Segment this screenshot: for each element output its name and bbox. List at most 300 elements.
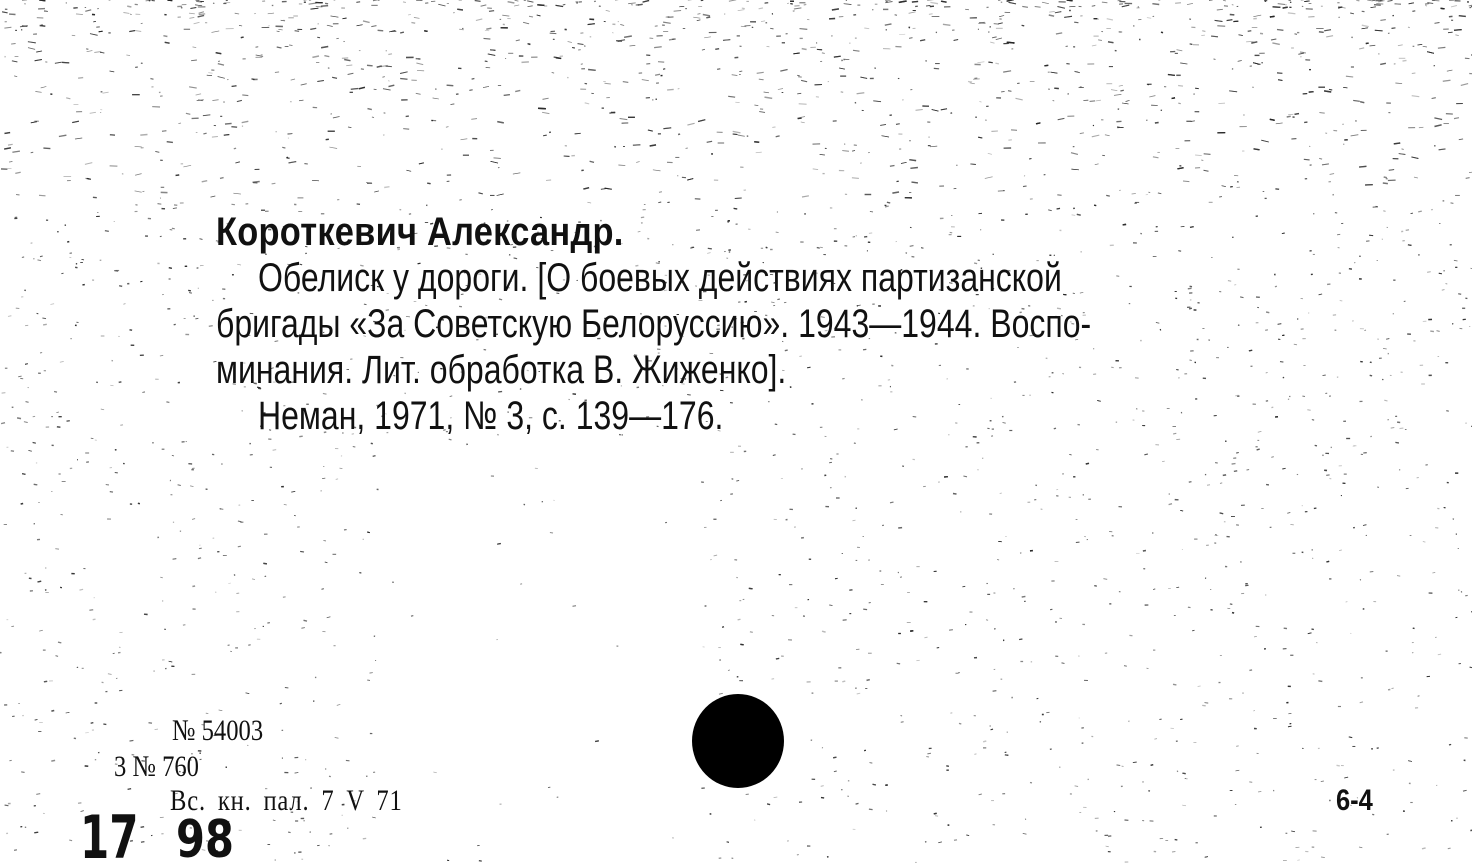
- paper-speck: [400, 72, 408, 74]
- paper-speck: [852, 151, 855, 152]
- paper-speck: [1173, 684, 1176, 685]
- paper-speck: [1339, 550, 1342, 551]
- paper-speck: [1367, 0, 1373, 1]
- paper-speck: [842, 151, 849, 152]
- paper-speck: [284, 504, 287, 505]
- paper-speck: [899, 1, 907, 2]
- paper-speck: [802, 49, 807, 50]
- paper-speck: [932, 110, 939, 112]
- paper-speck: [89, 610, 93, 611]
- paper-speck: [90, 34, 98, 36]
- paper-speck: [280, 703, 282, 704]
- paper-speck: [1169, 504, 1172, 505]
- paper-speck: [241, 37, 244, 38]
- paper-speck: [5, 133, 11, 134]
- paper-speck: [24, 422, 28, 423]
- paper-speck: [821, 798, 824, 799]
- paper-speck: [1374, 5, 1381, 6]
- paper-speck: [31, 152, 34, 153]
- paper-speck: [1215, 20, 1223, 21]
- paper-speck: [1363, 525, 1366, 526]
- paper-speck: [371, 26, 376, 27]
- paper-speck: [990, 42, 994, 43]
- paper-speck: [1058, 118, 1065, 119]
- paper-speck: [1147, 18, 1151, 19]
- paper-speck: [1249, 350, 1252, 351]
- catalog-number: № 54003: [172, 714, 264, 747]
- paper-speck: [1180, 63, 1187, 64]
- paper-speck: [1195, 155, 1202, 156]
- paper-speck: [962, 586, 965, 587]
- paper-speck: [93, 619, 96, 620]
- paper-speck: [970, 83, 975, 84]
- paper-speck: [28, 48, 35, 50]
- paper-speck: [886, 1, 888, 2]
- paper-speck: [38, 581, 42, 582]
- paper-speck: [173, 559, 177, 560]
- paper-speck: [1217, 9, 1223, 10]
- paper-speck: [489, 11, 494, 12]
- paper-speck: [39, 630, 43, 631]
- paper-speck: [195, 318, 198, 319]
- paper-speck: [1204, 170, 1209, 171]
- paper-speck: [300, 551, 304, 552]
- paper-speck: [344, 60, 350, 61]
- paper-speck: [1180, 510, 1183, 511]
- paper-speck: [776, 136, 780, 137]
- paper-speck: [765, 97, 773, 98]
- paper-speck: [620, 119, 628, 120]
- paper-speck: [242, 95, 248, 96]
- paper-speck: [537, 15, 541, 16]
- paper-speck: [1122, 103, 1128, 104]
- paper-speck: [929, 14, 933, 15]
- paper-speck: [1432, 98, 1436, 99]
- paper-speck: [1092, 6, 1095, 7]
- paper-speck: [238, 546, 241, 547]
- paper-speck: [924, 637, 927, 638]
- paper-speck: [708, 248, 712, 249]
- paper-speck: [235, 162, 240, 163]
- paper-speck: [834, 771, 837, 772]
- paper-speck: [336, 479, 338, 480]
- paper-speck: [1386, 339, 1389, 340]
- paper-speck: [55, 62, 62, 63]
- paper-speck: [1123, 224, 1126, 225]
- paper-speck: [135, 146, 142, 147]
- paper-speck: [1215, 463, 1218, 464]
- paper-speck: [842, 681, 845, 682]
- paper-speck: [1151, 765, 1154, 766]
- paper-speck: [1288, 726, 1292, 727]
- paper-speck: [1392, 688, 1394, 689]
- paper-speck: [1349, 737, 1352, 738]
- paper-speck: [1153, 157, 1159, 158]
- paper-speck: [317, 81, 324, 82]
- paper-speck: [590, 161, 594, 162]
- paper-speck: [469, 90, 472, 91]
- paper-speck: [663, 69, 665, 70]
- paper-speck: [853, 50, 860, 51]
- paper-speck: [714, 555, 718, 556]
- paper-speck: [820, 154, 825, 155]
- paper-speck: [1324, 91, 1331, 92]
- paper-speck: [1277, 30, 1283, 31]
- paper-speck: [1282, 468, 1285, 469]
- paper-speck: [178, 485, 181, 486]
- paper-speck: [514, 5, 519, 6]
- paper-speck: [416, 59, 421, 60]
- paper-speck: [273, 820, 276, 821]
- paper-speck: [172, 455, 174, 456]
- paper-speck: [1283, 7, 1288, 8]
- paper-speck: [232, 86, 237, 87]
- paper-speck: [1178, 251, 1181, 252]
- paper-speck: [301, 84, 307, 85]
- paper-speck: [289, 162, 297, 163]
- paper-speck: [953, 494, 957, 495]
- paper-speck: [1236, 770, 1240, 771]
- paper-speck: [1384, 400, 1387, 401]
- paper-speck: [853, 520, 856, 521]
- paper-speck: [930, 2, 938, 3]
- paper-speck: [867, 680, 870, 681]
- paper-speck: [1071, 169, 1079, 170]
- paper-speck: [1287, 116, 1291, 117]
- paper-speck: [1271, 39, 1276, 40]
- paper-speck: [86, 49, 88, 50]
- paper-speck: [759, 8, 763, 9]
- paper-speck: [1326, 36, 1333, 37]
- paper-speck: [1419, 127, 1424, 128]
- paper-speck: [1399, 154, 1406, 155]
- paper-speck: [896, 124, 900, 125]
- paper-speck: [1389, 170, 1394, 171]
- paper-speck: [191, 60, 197, 61]
- paper-speck: [630, 45, 636, 46]
- paper-speck: [1359, 48, 1364, 49]
- paper-speck: [575, 133, 581, 134]
- paper-speck: [25, 364, 28, 365]
- paper-speck: [1454, 30, 1462, 31]
- paper-speck: [537, 5, 544, 6]
- paper-speck: [991, 729, 993, 730]
- paper-speck: [332, 77, 337, 78]
- paper-speck: [141, 827, 145, 828]
- paper-speck: [1366, 43, 1369, 44]
- paper-speck: [1383, 183, 1388, 184]
- paper-speck: [1276, 123, 1283, 124]
- paper-speck: [550, 533, 553, 534]
- paper-speck: [738, 135, 745, 136]
- paper-speck: [568, 42, 572, 43]
- paper-speck: [636, 162, 639, 163]
- paper-speck: [160, 577, 163, 578]
- paper-speck: [588, 70, 596, 71]
- paper-speck: [451, 104, 455, 105]
- paper-speck: [67, 421, 70, 422]
- paper-speck: [1459, 16, 1466, 17]
- paper-speck: [275, 72, 279, 73]
- paper-speck: [949, 630, 953, 631]
- paper-speck: [85, 10, 91, 12]
- paper-speck: [212, 31, 220, 33]
- paper-speck: [749, 588, 753, 589]
- paper-speck: [1106, 846, 1109, 847]
- paper-speck: [1177, 168, 1183, 169]
- paper-speck: [807, 367, 810, 368]
- paper-speck: [198, 558, 201, 559]
- paper-speck: [447, 85, 454, 86]
- paper-speck: [978, 137, 982, 138]
- paper-speck: [291, 491, 295, 492]
- paper-speck: [1321, 781, 1324, 782]
- paper-speck: [1144, 454, 1148, 455]
- paper-speck: [105, 231, 109, 232]
- paper-speck: [927, 753, 931, 754]
- paper-speck: [946, 766, 949, 767]
- paper-speck: [459, 200, 461, 201]
- order-code: 6-4: [1336, 784, 1373, 817]
- paper-speck: [199, 12, 204, 13]
- paper-speck: [542, 112, 549, 113]
- paper-speck: [33, 416, 35, 417]
- paper-speck: [1075, 786, 1079, 787]
- paper-speck: [1124, 666, 1127, 667]
- paper-speck: [552, 73, 554, 74]
- paper-speck: [863, 609, 867, 610]
- paper-speck: [36, 51, 42, 52]
- paper-speck: [38, 260, 42, 261]
- paper-speck: [1051, 72, 1058, 73]
- paper-speck: [1448, 848, 1451, 849]
- paper-speck: [1069, 454, 1071, 455]
- paper-speck: [1146, 194, 1148, 195]
- paper-speck: [69, 840, 72, 841]
- paper-speck: [202, 181, 208, 182]
- paper-speck: [31, 122, 37, 123]
- paper-speck: [189, 87, 197, 88]
- paper-speck: [1176, 587, 1179, 588]
- paper-speck: [61, 273, 63, 274]
- paper-speck: [941, 109, 947, 110]
- paper-speck: [55, 549, 59, 550]
- paper-speck: [234, 148, 236, 149]
- paper-speck: [497, 544, 501, 545]
- paper-speck: [732, 75, 738, 76]
- paper-speck: [873, 784, 876, 785]
- paper-speck: [497, 194, 504, 196]
- paper-speck: [1119, 85, 1123, 86]
- paper-speck: [1072, 215, 1076, 216]
- paper-speck: [841, 92, 844, 93]
- paper-speck: [1007, 42, 1015, 43]
- paper-speck: [910, 168, 918, 169]
- paper-speck: [1437, 331, 1440, 332]
- paper-speck: [403, 129, 409, 130]
- description-line-2: бригады «За Советскую Белоруссию». 1943—1944. Воспо-: [216, 302, 1092, 346]
- paper-speck: [977, 62, 984, 63]
- paper-speck: [169, 268, 172, 269]
- paper-speck: [588, 24, 595, 25]
- paper-speck: [476, 19, 482, 21]
- paper-speck: [513, 173, 520, 174]
- paper-speck: [237, 100, 242, 101]
- paper-speck: [1182, 773, 1185, 774]
- paper-speck: [1044, 65, 1048, 66]
- paper-speck: [787, 3, 789, 4]
- paper-speck: [162, 131, 166, 132]
- paper-speck: [40, 256, 43, 257]
- paper-speck: [1322, 164, 1329, 165]
- paper-speck: [1370, 45, 1376, 46]
- paper-speck: [322, 478, 325, 479]
- paper-speck: [277, 47, 282, 48]
- paper-speck: [1454, 118, 1459, 119]
- paper-speck: [457, 9, 463, 10]
- paper-speck: [1096, 100, 1101, 101]
- paper-speck: [1257, 449, 1260, 450]
- paper-speck: [433, 98, 439, 99]
- paper-speck: [993, 691, 997, 692]
- paper-speck: [91, 723, 94, 724]
- paper-speck: [1251, 42, 1257, 43]
- paper-speck: [28, 450, 31, 451]
- paper-speck: [348, 127, 351, 128]
- paper-speck: [1425, 3, 1429, 4]
- paper-speck: [1337, 765, 1340, 766]
- paper-speck: [76, 14, 83, 15]
- description-line-3: минания. Лит. обработка В. Жиженко].: [216, 348, 787, 392]
- paper-speck: [778, 89, 783, 90]
- paper-speck: [346, 65, 352, 66]
- paper-speck: [337, 705, 341, 706]
- paper-speck: [192, 519, 195, 520]
- paper-speck: [166, 402, 169, 403]
- paper-speck: [1177, 50, 1183, 51]
- paper-speck: [757, 72, 764, 73]
- paper-speck: [704, 37, 711, 38]
- paper-speck: [484, 38, 491, 39]
- paper-speck: [864, 28, 869, 29]
- paper-speck: [642, 80, 649, 81]
- paper-speck: [1149, 96, 1155, 97]
- paper-speck: [1022, 596, 1026, 597]
- paper-speck: [1278, 324, 1282, 325]
- paper-speck: [1338, 7, 1342, 8]
- paper-speck: [1287, 513, 1290, 514]
- paper-speck: [1443, 80, 1451, 81]
- paper-speck: [1092, 135, 1100, 137]
- paper-speck: [110, 385, 113, 386]
- paper-speck: [1313, 674, 1315, 675]
- paper-speck: [1, 423, 5, 424]
- paper-speck: [304, 620, 308, 621]
- paper-speck: [216, 53, 222, 54]
- paper-speck: [1158, 193, 1161, 194]
- paper-speck: [21, 772, 24, 773]
- paper-speck: [1249, 670, 1252, 671]
- paper-speck: [822, 631, 826, 632]
- paper-speck: [504, 95, 510, 96]
- paper-speck: [1023, 833, 1027, 834]
- paper-speck: [378, 30, 384, 31]
- paper-speck: [997, 560, 999, 561]
- paper-speck: [60, 362, 64, 363]
- paper-speck: [497, 122, 504, 123]
- paper-speck: [578, 44, 584, 45]
- paper-speck: [1451, 203, 1454, 204]
- order-number: 3 № 760: [114, 750, 199, 783]
- paper-speck: [1319, 113, 1324, 114]
- paper-speck: [141, 842, 144, 843]
- paper-speck: [321, 6, 328, 7]
- paper-speck: [414, 18, 420, 19]
- paper-speck: [738, 10, 745, 11]
- paper-speck: [488, 54, 495, 56]
- paper-speck: [894, 429, 898, 430]
- paper-speck: [988, 62, 992, 63]
- paper-speck: [1064, 16, 1072, 17]
- paper-speck: [93, 21, 96, 22]
- paper-speck: [585, 103, 590, 104]
- paper-speck: [1187, 3, 1193, 4]
- paper-speck: [1153, 589, 1155, 590]
- paper-speck: [856, 803, 859, 804]
- paper-speck: [199, 548, 202, 549]
- paper-speck: [99, 31, 103, 32]
- paper-speck: [383, 89, 391, 90]
- paper-speck: [1434, 118, 1442, 120]
- paper-speck: [425, 3, 428, 4]
- paper-speck: [1412, 73, 1416, 74]
- paper-speck: [1294, 344, 1297, 345]
- paper-speck: [126, 55, 130, 56]
- paper-speck: [110, 71, 115, 72]
- paper-speck: [1111, 90, 1117, 91]
- paper-speck: [1319, 158, 1322, 159]
- paper-speck: [44, 681, 47, 682]
- paper-speck: [400, 79, 407, 80]
- paper-speck: [1280, 362, 1283, 363]
- paper-speck: [288, 832, 291, 833]
- paper-speck: [1254, 636, 1257, 637]
- paper-speck: [1375, 30, 1383, 31]
- paper-speck: [1067, 0, 1073, 1]
- paper-speck: [1190, 227, 1194, 228]
- paper-speck: [563, 4, 566, 5]
- paper-speck: [1190, 44, 1193, 45]
- paper-speck: [1326, 561, 1329, 562]
- paper-speck: [515, 0, 519, 1]
- paper-speck: [416, 63, 423, 65]
- paper-speck: [1086, 463, 1089, 464]
- paper-speck: [860, 77, 867, 78]
- paper-speck: [39, 195, 46, 196]
- paper-speck: [715, 49, 719, 50]
- paper-speck: [1192, 630, 1194, 631]
- paper-speck: [494, 158, 501, 159]
- paper-speck: [203, 133, 206, 134]
- paper-speck: [834, 56, 841, 57]
- paper-speck: [4, 148, 11, 149]
- paper-speck: [198, 15, 205, 17]
- paper-speck: [1466, 178, 1470, 179]
- paper-speck: [833, 757, 836, 758]
- paper-speck: [797, 75, 800, 76]
- paper-speck: [674, 11, 682, 12]
- paper-speck: [687, 123, 694, 125]
